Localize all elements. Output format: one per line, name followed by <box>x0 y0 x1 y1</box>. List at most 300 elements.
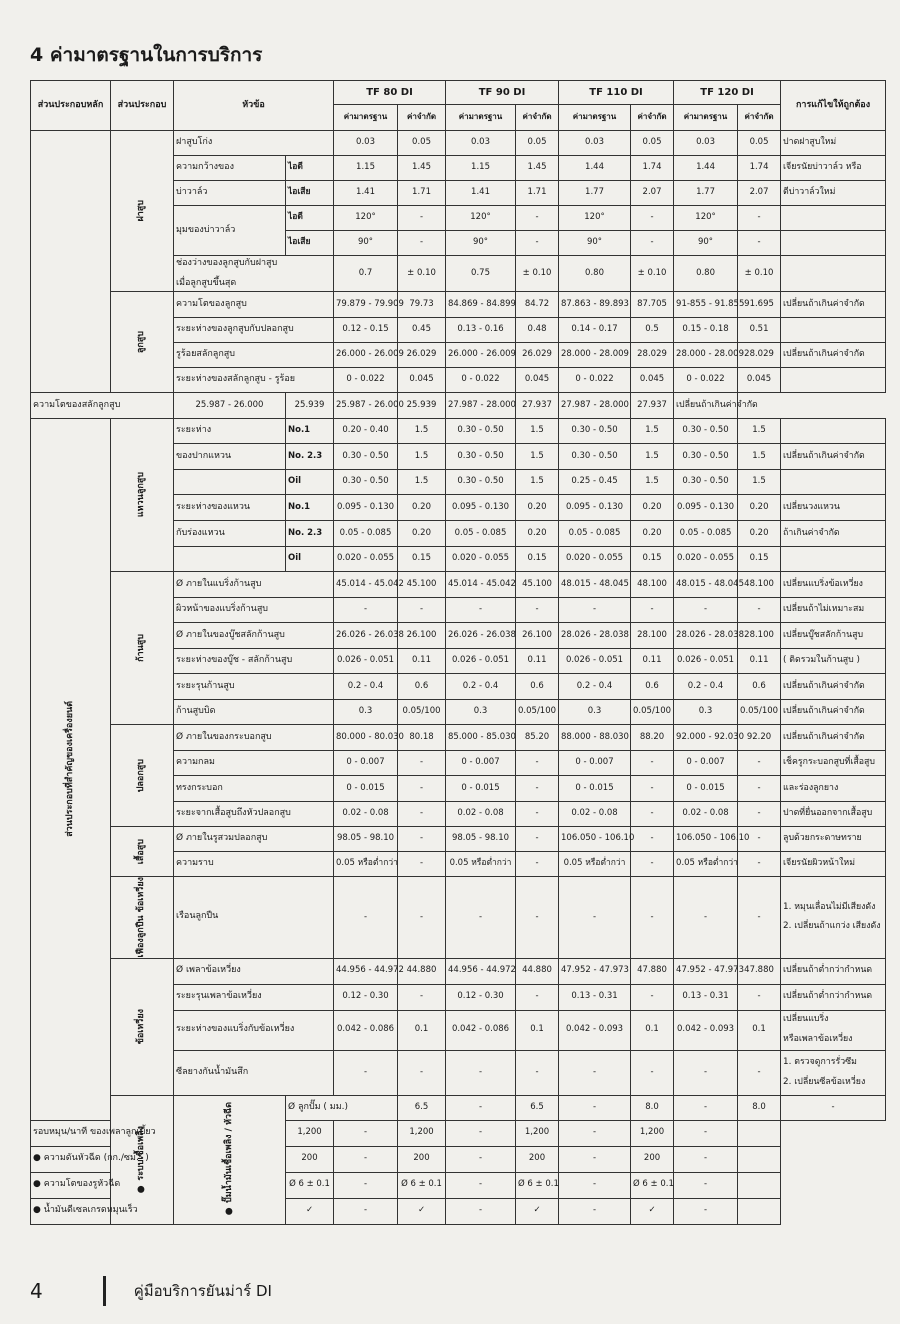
header-model: TF 80 DI <box>334 81 446 105</box>
sub-item-cell: No.1 <box>286 419 334 444</box>
fix-cell <box>781 206 886 231</box>
standard-value: 45.014 - 45.042 <box>334 572 398 598</box>
standard-value: 0.30 - 0.50 <box>446 470 516 495</box>
header-standard: ค่ามาตรฐาน <box>674 105 738 131</box>
limit-value: - <box>738 877 781 959</box>
standard-value: 0.12 - 0.15 <box>334 318 398 343</box>
limit-value: 80.18 <box>398 725 446 751</box>
item-cell: Ø ภายในของบู๊ชสลักก้านสูบ <box>174 623 334 649</box>
fix-cell: เปลี่ยนถ้าไม่เหมาะสม <box>781 598 886 623</box>
limit-value: 0.20 <box>738 495 781 521</box>
standard-value: 200 <box>286 1146 334 1172</box>
standard-value: 0.05 หรือต่ำกว่า <box>334 852 398 877</box>
standard-value: 85.000 - 85.030 <box>446 725 516 751</box>
group-bearing-housing <box>111 877 174 959</box>
limit-value: 28.100 <box>631 623 674 649</box>
standard-value: 44.956 - 44.972 <box>334 958 398 984</box>
item-cell: ผิวหน้าของแบริ่งก้านสูบ <box>174 598 334 623</box>
item-cell: Ø ภายในแบริ่งก้านสูบ <box>174 572 334 598</box>
line-2: เมื่อลูกสูบขึ้นสุด <box>176 277 237 288</box>
limit-value: - <box>398 206 446 231</box>
standard-value: 91-855 - 91.855 <box>674 292 738 318</box>
standard-value: 6.5 <box>516 1095 559 1120</box>
fix-cell: เช็ครูกระบอกสูบที่เสื้อสูบ <box>781 751 886 776</box>
standard-value: 1.41 <box>334 181 398 206</box>
item-cell: ซีลยางกันน้ำมันสึก <box>174 1050 334 1095</box>
standard-value: 45.014 - 45.042 <box>446 572 516 598</box>
standard-value: 0.026 - 0.051 <box>559 649 631 674</box>
header-limit: ค่าจำกัด <box>516 105 559 131</box>
standard-value: 0.095 - 0.130 <box>446 495 516 521</box>
standard-value: 1.44 <box>674 156 738 181</box>
fix-cell <box>738 1172 781 1198</box>
standard-value: 0.026 - 0.051 <box>674 649 738 674</box>
standard-value: 0.30 - 0.50 <box>559 444 631 470</box>
limit-value: 0.20 <box>516 521 559 547</box>
standard-value: 0 - 0.022 <box>674 368 738 393</box>
standard-value: 0.2 - 0.4 <box>446 674 516 700</box>
limit-value: 0.6 <box>516 674 559 700</box>
standard-value: 0.042 - 0.086 <box>446 1010 516 1050</box>
standard-value: 0.3 <box>446 700 516 725</box>
standard-value: 0.02 - 0.08 <box>559 802 631 827</box>
standard-value: 0.30 - 0.50 <box>674 419 738 444</box>
item-cell: ● ความดันหัวฉีด (กก./ซม.² ) <box>31 1146 174 1172</box>
limit-value: - <box>631 852 674 877</box>
standard-value: 0 - 0.015 <box>674 776 738 802</box>
limit-value: 79.73 <box>398 292 446 318</box>
line-1: 1. หมุนเลื่อนไม่มีเสียงดัง <box>783 901 876 912</box>
limit-value: 0.45 <box>398 318 446 343</box>
limit-value: - <box>398 802 446 827</box>
limit-value: 26.100 <box>516 623 559 649</box>
header-model: TF 120 DI <box>674 81 781 105</box>
standard-value: 120° <box>446 206 516 231</box>
fix-cell <box>738 1198 781 1224</box>
limit-value: - <box>334 1120 398 1146</box>
item-cell: Ø เพลาข้อเหวี่ยง <box>174 958 334 984</box>
limit-value: - <box>631 776 674 802</box>
item-cell: ก้านสูบบิด <box>174 700 334 725</box>
limit-value: - <box>334 1172 398 1198</box>
item-cell: ระยะห่าง <box>174 419 286 444</box>
standard-value: 26.000 - 26.009 <box>334 343 398 368</box>
service-standards-table <box>30 80 886 1225</box>
standard-value: 27.987 - 28.000 <box>559 393 631 419</box>
limit-value: - <box>559 1120 631 1146</box>
item-cell <box>174 256 334 292</box>
limit-value: ± 0.10 <box>738 256 781 292</box>
group-main-cylinder-head <box>31 131 111 393</box>
item-cell: Ø ภายในรูสวมปลอกสูบ <box>174 827 334 852</box>
fix-cell: ปาดที่ยื่นออกจากเสื้อสูบ <box>781 802 886 827</box>
standard-value: 92.000 - 92.030 <box>674 725 738 751</box>
limit-value: 2.07 <box>738 181 781 206</box>
standard-value: Ø 6 ± 0.1 <box>516 1172 559 1198</box>
limit-value: - <box>398 877 446 959</box>
limit-value: 0.15 <box>398 547 446 572</box>
standard-value: 0 - 0.007 <box>446 751 516 776</box>
limit-value: 28.029 <box>738 343 781 368</box>
fix-cell <box>781 1010 886 1050</box>
fix-cell: เปลี่ยนบู๊ชสลักก้านสูบ <box>781 623 886 649</box>
standard-value: 0.020 - 0.055 <box>674 547 738 572</box>
standard-value: 200 <box>516 1146 559 1172</box>
limit-value: 0.20 <box>738 521 781 547</box>
limit-value: - <box>738 751 781 776</box>
limit-value: 0.05/100 <box>516 700 559 725</box>
limit-value: 48.100 <box>631 572 674 598</box>
limit-value: 0.5 <box>631 318 674 343</box>
group-cylinder-liner-text: ปลอกสูบ <box>136 758 147 793</box>
fix-cell: เปลี่ยนถ้าเกินค่าจำกัด <box>781 700 886 725</box>
standard-value: 1,200 <box>631 1120 674 1146</box>
sub-item-cell: Oil <box>286 547 334 572</box>
limit-value: - <box>674 1146 738 1172</box>
line-2: หรือเพลาข้อเหวี่ยง <box>783 1034 853 1044</box>
item-cell: ความกลม <box>174 751 334 776</box>
standard-value: Ø 6 ± 0.1 <box>631 1172 674 1198</box>
limit-value: ± 0.10 <box>398 256 446 292</box>
standard-value: 0.30 - 0.50 <box>334 470 398 495</box>
item-cell <box>174 547 286 572</box>
standard-value: 90° <box>559 231 631 256</box>
fix-cell <box>781 368 886 393</box>
limit-value: - <box>738 598 781 623</box>
standard-value: 200 <box>631 1146 674 1172</box>
header-limit: ค่าจำกัด <box>738 105 781 131</box>
header-part: ส่วนประกอบ <box>111 81 174 131</box>
group-piston <box>111 292 174 393</box>
limit-value: 0.045 <box>738 368 781 393</box>
page-footer <box>30 1276 272 1306</box>
standard-value: 0 - 0.007 <box>674 751 738 776</box>
limit-value: 0.05 <box>631 131 674 156</box>
limit-value: - <box>631 598 674 623</box>
limit-value: 0.1 <box>516 1010 559 1050</box>
limit-value: 0.6 <box>738 674 781 700</box>
fix-cell: ถ้าเกินค่าจำกัด <box>781 521 886 547</box>
table-row <box>31 1146 886 1172</box>
limit-value: 0.11 <box>631 649 674 674</box>
page-title: 4 ค่ามาตรฐานในการบริการ <box>30 44 263 66</box>
standard-value: 0.80 <box>674 256 738 292</box>
standard-value: 0.30 - 0.50 <box>446 444 516 470</box>
limit-value: - <box>516 827 559 852</box>
limit-value: 1.5 <box>516 470 559 495</box>
standard-value: 0.3 <box>334 700 398 725</box>
item-cell: ระยะรุนเพลาข้อเหวี่ยง <box>174 984 334 1010</box>
standard-value: 25.987 - 26.000 <box>174 393 286 419</box>
fix-cell: และร่องลูกยาง <box>781 776 886 802</box>
limit-value: - <box>738 776 781 802</box>
header-fix: การแก้ไขให้ถูกต้อง <box>781 81 886 131</box>
standard-value: 0.020 - 0.055 <box>446 547 516 572</box>
group-connecting-rod-text: ก้านสูบ <box>136 634 147 662</box>
limit-value: - <box>398 776 446 802</box>
group-cylinder-block <box>111 827 174 877</box>
standard-value: 0.13 - 0.31 <box>674 984 738 1010</box>
footer-divider <box>103 1276 106 1306</box>
limit-value: 0.51 <box>738 318 781 343</box>
standard-value: 1.77 <box>559 181 631 206</box>
limit-value: 0.15 <box>738 547 781 572</box>
standard-value: 8.0 <box>738 1095 781 1120</box>
standard-value: 0.30 - 0.50 <box>674 444 738 470</box>
standard-value: 120° <box>674 206 738 231</box>
footer-title: คู่มือบริการยันม่าร์ DI <box>133 1282 272 1300</box>
standard-value: 1.41 <box>446 181 516 206</box>
standard-value: 0.20 - 0.40 <box>334 419 398 444</box>
limit-value: 1.5 <box>738 419 781 444</box>
standard-value: - <box>674 598 738 623</box>
header-standard: ค่ามาตรฐาน <box>446 105 516 131</box>
item-cell: ฝาสูบโก่ง <box>174 131 334 156</box>
standard-value: 0.020 - 0.055 <box>334 547 398 572</box>
item-cell: รูร้อยสลักลูกสูบ <box>174 343 334 368</box>
group-fuel-pump <box>174 1095 286 1224</box>
limit-value: 47.880 <box>631 958 674 984</box>
limit-value: 44.880 <box>516 958 559 984</box>
standard-value: 0 - 0.022 <box>446 368 516 393</box>
standard-value: 0.30 - 0.50 <box>559 419 631 444</box>
standard-value: 25.987 - 26.000 <box>334 393 398 419</box>
group-cylinder-head <box>111 131 174 292</box>
group-piston-ring-text: แหวนลูกสูบ <box>136 472 147 518</box>
group-cylinder-liner <box>111 725 174 827</box>
standard-value: 0.2 - 0.4 <box>674 674 738 700</box>
standard-value: 0.30 - 0.50 <box>674 470 738 495</box>
fix-cell: เปลี่ยนถ้าต่ำกว่ากำหนด <box>781 958 886 984</box>
fix-cell: ลูบด้วยกระดาษทราย <box>781 827 886 852</box>
limit-value: - <box>446 1198 516 1224</box>
limit-value: - <box>516 598 559 623</box>
limit-value: - <box>559 1172 631 1198</box>
group-engine-text: ส่วนประกอบที่สำคัญของเครื่องยนต์ <box>64 701 75 838</box>
limit-value: - <box>398 852 446 877</box>
limit-value: 27.937 <box>516 393 559 419</box>
standard-value: 0.042 - 0.093 <box>674 1010 738 1050</box>
group-crankshaft-text: ข้อเหวี่ยง <box>136 1008 147 1045</box>
limit-value: 28.029 <box>631 343 674 368</box>
fix-cell: เปลี่ยนถ้าเกินค่าจำกัด <box>781 674 886 700</box>
limit-value: 0.05 <box>516 131 559 156</box>
limit-value: ± 0.10 <box>516 256 559 292</box>
standard-value: 106.050 - 106.10 <box>674 827 738 852</box>
header-model: TF 110 DI <box>559 81 674 105</box>
sub-item-cell: Oil <box>286 470 334 495</box>
limit-value: - <box>674 1172 738 1198</box>
fix-cell <box>781 419 886 444</box>
header-main-part: ส่วนประกอบหลัก <box>31 81 111 131</box>
fix-cell: ปาดฝาสูบใหม่ <box>781 131 886 156</box>
fix-cell <box>781 318 886 343</box>
group-piston-text: ลูกสูบ <box>136 330 147 354</box>
group-engine <box>31 419 111 1121</box>
limit-value: - <box>738 1050 781 1095</box>
limit-value: 0.20 <box>398 495 446 521</box>
standard-value: 0.095 - 0.130 <box>334 495 398 521</box>
fix-cell <box>781 547 886 572</box>
item-cell: กับร่องแหวน <box>174 521 286 547</box>
sub-item-cell: ไอเสีย <box>286 231 334 256</box>
header-standard: ค่ามาตรฐาน <box>334 105 398 131</box>
limit-value: 1.5 <box>516 419 559 444</box>
item-cell: ทรงกระบอก <box>174 776 334 802</box>
standard-value: 0.02 - 0.08 <box>334 802 398 827</box>
limit-value: 1.71 <box>516 181 559 206</box>
table-row <box>31 419 886 444</box>
standard-value: - <box>334 1050 398 1095</box>
group-fuel-pump-text: ● ปั๊มน้ำมันเชื้อเพลิง / หัวฉีด <box>223 1102 234 1217</box>
limit-value: - <box>631 1050 674 1095</box>
standard-value: 87.863 - 89.893 <box>559 292 631 318</box>
limit-value: 2.07 <box>631 181 674 206</box>
standard-value: 90° <box>674 231 738 256</box>
limit-value: - <box>334 1146 398 1172</box>
limit-value: 44.880 <box>398 958 446 984</box>
limit-value: 91.695 <box>738 292 781 318</box>
standard-value: 1.15 <box>446 156 516 181</box>
table-row <box>31 1198 886 1224</box>
table-row <box>31 393 886 419</box>
standard-value: 0.095 - 0.130 <box>559 495 631 521</box>
standard-value: 48.015 - 48.045 <box>674 572 738 598</box>
fix-cell: เปลี่ยนถ้าเกินค่าจำกัด <box>781 292 886 318</box>
fix-cell: เปลี่ยนวงแหวน <box>781 495 886 521</box>
limit-value: 1.5 <box>631 444 674 470</box>
limit-value: - <box>334 1198 398 1224</box>
line-1: เปลี่ยนแบริ่ง <box>783 1014 829 1025</box>
standard-value: 44.956 - 44.972 <box>446 958 516 984</box>
limit-value: 88.20 <box>631 725 674 751</box>
fix-cell: เปลี่ยนถ้าเกินค่าจำกัด <box>674 393 738 419</box>
limit-value: - <box>738 231 781 256</box>
limit-value: - <box>516 984 559 1010</box>
table-row <box>31 1120 886 1146</box>
item-cell: ความกว้างของ <box>174 156 286 181</box>
standard-value: 0.03 <box>674 131 738 156</box>
standard-value: ✓ <box>286 1198 334 1224</box>
standard-value: 80.000 - 80.030 <box>334 725 398 751</box>
table-row <box>31 877 886 959</box>
limit-value: 0.20 <box>631 521 674 547</box>
limit-value: 0.20 <box>398 521 446 547</box>
fix-cell <box>738 1120 781 1146</box>
limit-value: 1.5 <box>398 470 446 495</box>
limit-value: 1.5 <box>516 444 559 470</box>
limit-value: - <box>738 802 781 827</box>
standard-value: 0.03 <box>446 131 516 156</box>
standard-value: 0.75 <box>446 256 516 292</box>
standard-value: 0.13 - 0.16 <box>446 318 516 343</box>
item-cell: มุมของบ่าวาล์ว <box>174 206 286 256</box>
standard-value: 0.026 - 0.051 <box>334 649 398 674</box>
standard-value: 0.30 - 0.50 <box>446 419 516 444</box>
table-row <box>31 827 886 852</box>
fix-cell <box>781 231 886 256</box>
fix-cell: เปลี่ยนถ้าเกินค่าจำกัด <box>781 343 886 368</box>
standard-value: - <box>446 598 516 623</box>
standard-value: - <box>334 877 398 959</box>
standard-value: 0.2 - 0.4 <box>334 674 398 700</box>
limit-value: 0.05 <box>398 131 446 156</box>
standard-value: 1,200 <box>516 1120 559 1146</box>
standard-value: 106.050 - 106.10 <box>559 827 631 852</box>
group-piston-ring <box>111 419 174 572</box>
limit-value: 1.5 <box>631 470 674 495</box>
item-cell: ระยะห่างของแหวน <box>174 495 286 521</box>
limit-value: 0.045 <box>516 368 559 393</box>
limit-value: - <box>559 1198 631 1224</box>
item-cell: ความโตของลูกสูบ <box>174 292 334 318</box>
limit-value: - <box>631 751 674 776</box>
limit-value: - <box>398 231 446 256</box>
fix-cell: ตีบ่าวาล์วใหม่ <box>781 181 886 206</box>
standard-value: 98.05 - 98.10 <box>334 827 398 852</box>
standard-value: 0.13 - 0.31 <box>559 984 631 1010</box>
limit-value: - <box>516 206 559 231</box>
limit-value: - <box>516 802 559 827</box>
limit-value: - <box>398 827 446 852</box>
limit-value: 0.1 <box>631 1010 674 1050</box>
limit-value: 26.029 <box>398 343 446 368</box>
group-connecting-rod <box>111 572 174 725</box>
limit-value: - <box>631 877 674 959</box>
table-row <box>31 1095 886 1120</box>
table-row <box>31 1172 886 1198</box>
limit-value: 0.11 <box>516 649 559 674</box>
item-cell <box>174 470 286 495</box>
fix-cell <box>781 470 886 495</box>
limit-value: 0.05/100 <box>398 700 446 725</box>
item-cell: Ø ลูกปั๊ม ( มม.) <box>286 1095 398 1120</box>
sub-item-cell: No.1 <box>286 495 334 521</box>
standard-value: 1,200 <box>286 1120 334 1146</box>
limit-value: 0.11 <box>738 649 781 674</box>
standard-value: 28.026 - 28.038 <box>674 623 738 649</box>
limit-value: 25.939 <box>286 393 334 419</box>
fix-cell <box>738 1146 781 1172</box>
limit-value: 1.45 <box>516 156 559 181</box>
standard-value: 0.3 <box>674 700 738 725</box>
limit-value: - <box>516 231 559 256</box>
limit-value: 28.100 <box>738 623 781 649</box>
standard-value: 0.05 หรือต่ำกว่า <box>559 852 631 877</box>
standard-value: 8.0 <box>631 1095 674 1120</box>
sub-item-cell: ไอเสีย <box>286 181 334 206</box>
limit-value: 0.6 <box>398 674 446 700</box>
limit-value: 48.100 <box>738 572 781 598</box>
standard-value: 0 - 0.015 <box>334 776 398 802</box>
standard-value: - <box>559 877 631 959</box>
standard-value: 90° <box>334 231 398 256</box>
item-cell: ของปากแหวน <box>174 444 286 470</box>
limit-value: 47.880 <box>738 958 781 984</box>
limit-value: 87.705 <box>631 292 674 318</box>
table-row <box>31 958 886 984</box>
limit-value: 0.48 <box>516 318 559 343</box>
standard-value: 0.042 - 0.086 <box>334 1010 398 1050</box>
limit-value: 0.1 <box>738 1010 781 1050</box>
limit-value: 26.029 <box>516 343 559 368</box>
limit-value: - <box>674 1095 738 1120</box>
sub-item-cell: No. 2.3 <box>286 444 334 470</box>
standard-value: ✓ <box>398 1198 446 1224</box>
standard-value: 26.026 - 26.038 <box>334 623 398 649</box>
limit-value: - <box>559 1146 631 1172</box>
limit-value: 1.5 <box>398 444 446 470</box>
